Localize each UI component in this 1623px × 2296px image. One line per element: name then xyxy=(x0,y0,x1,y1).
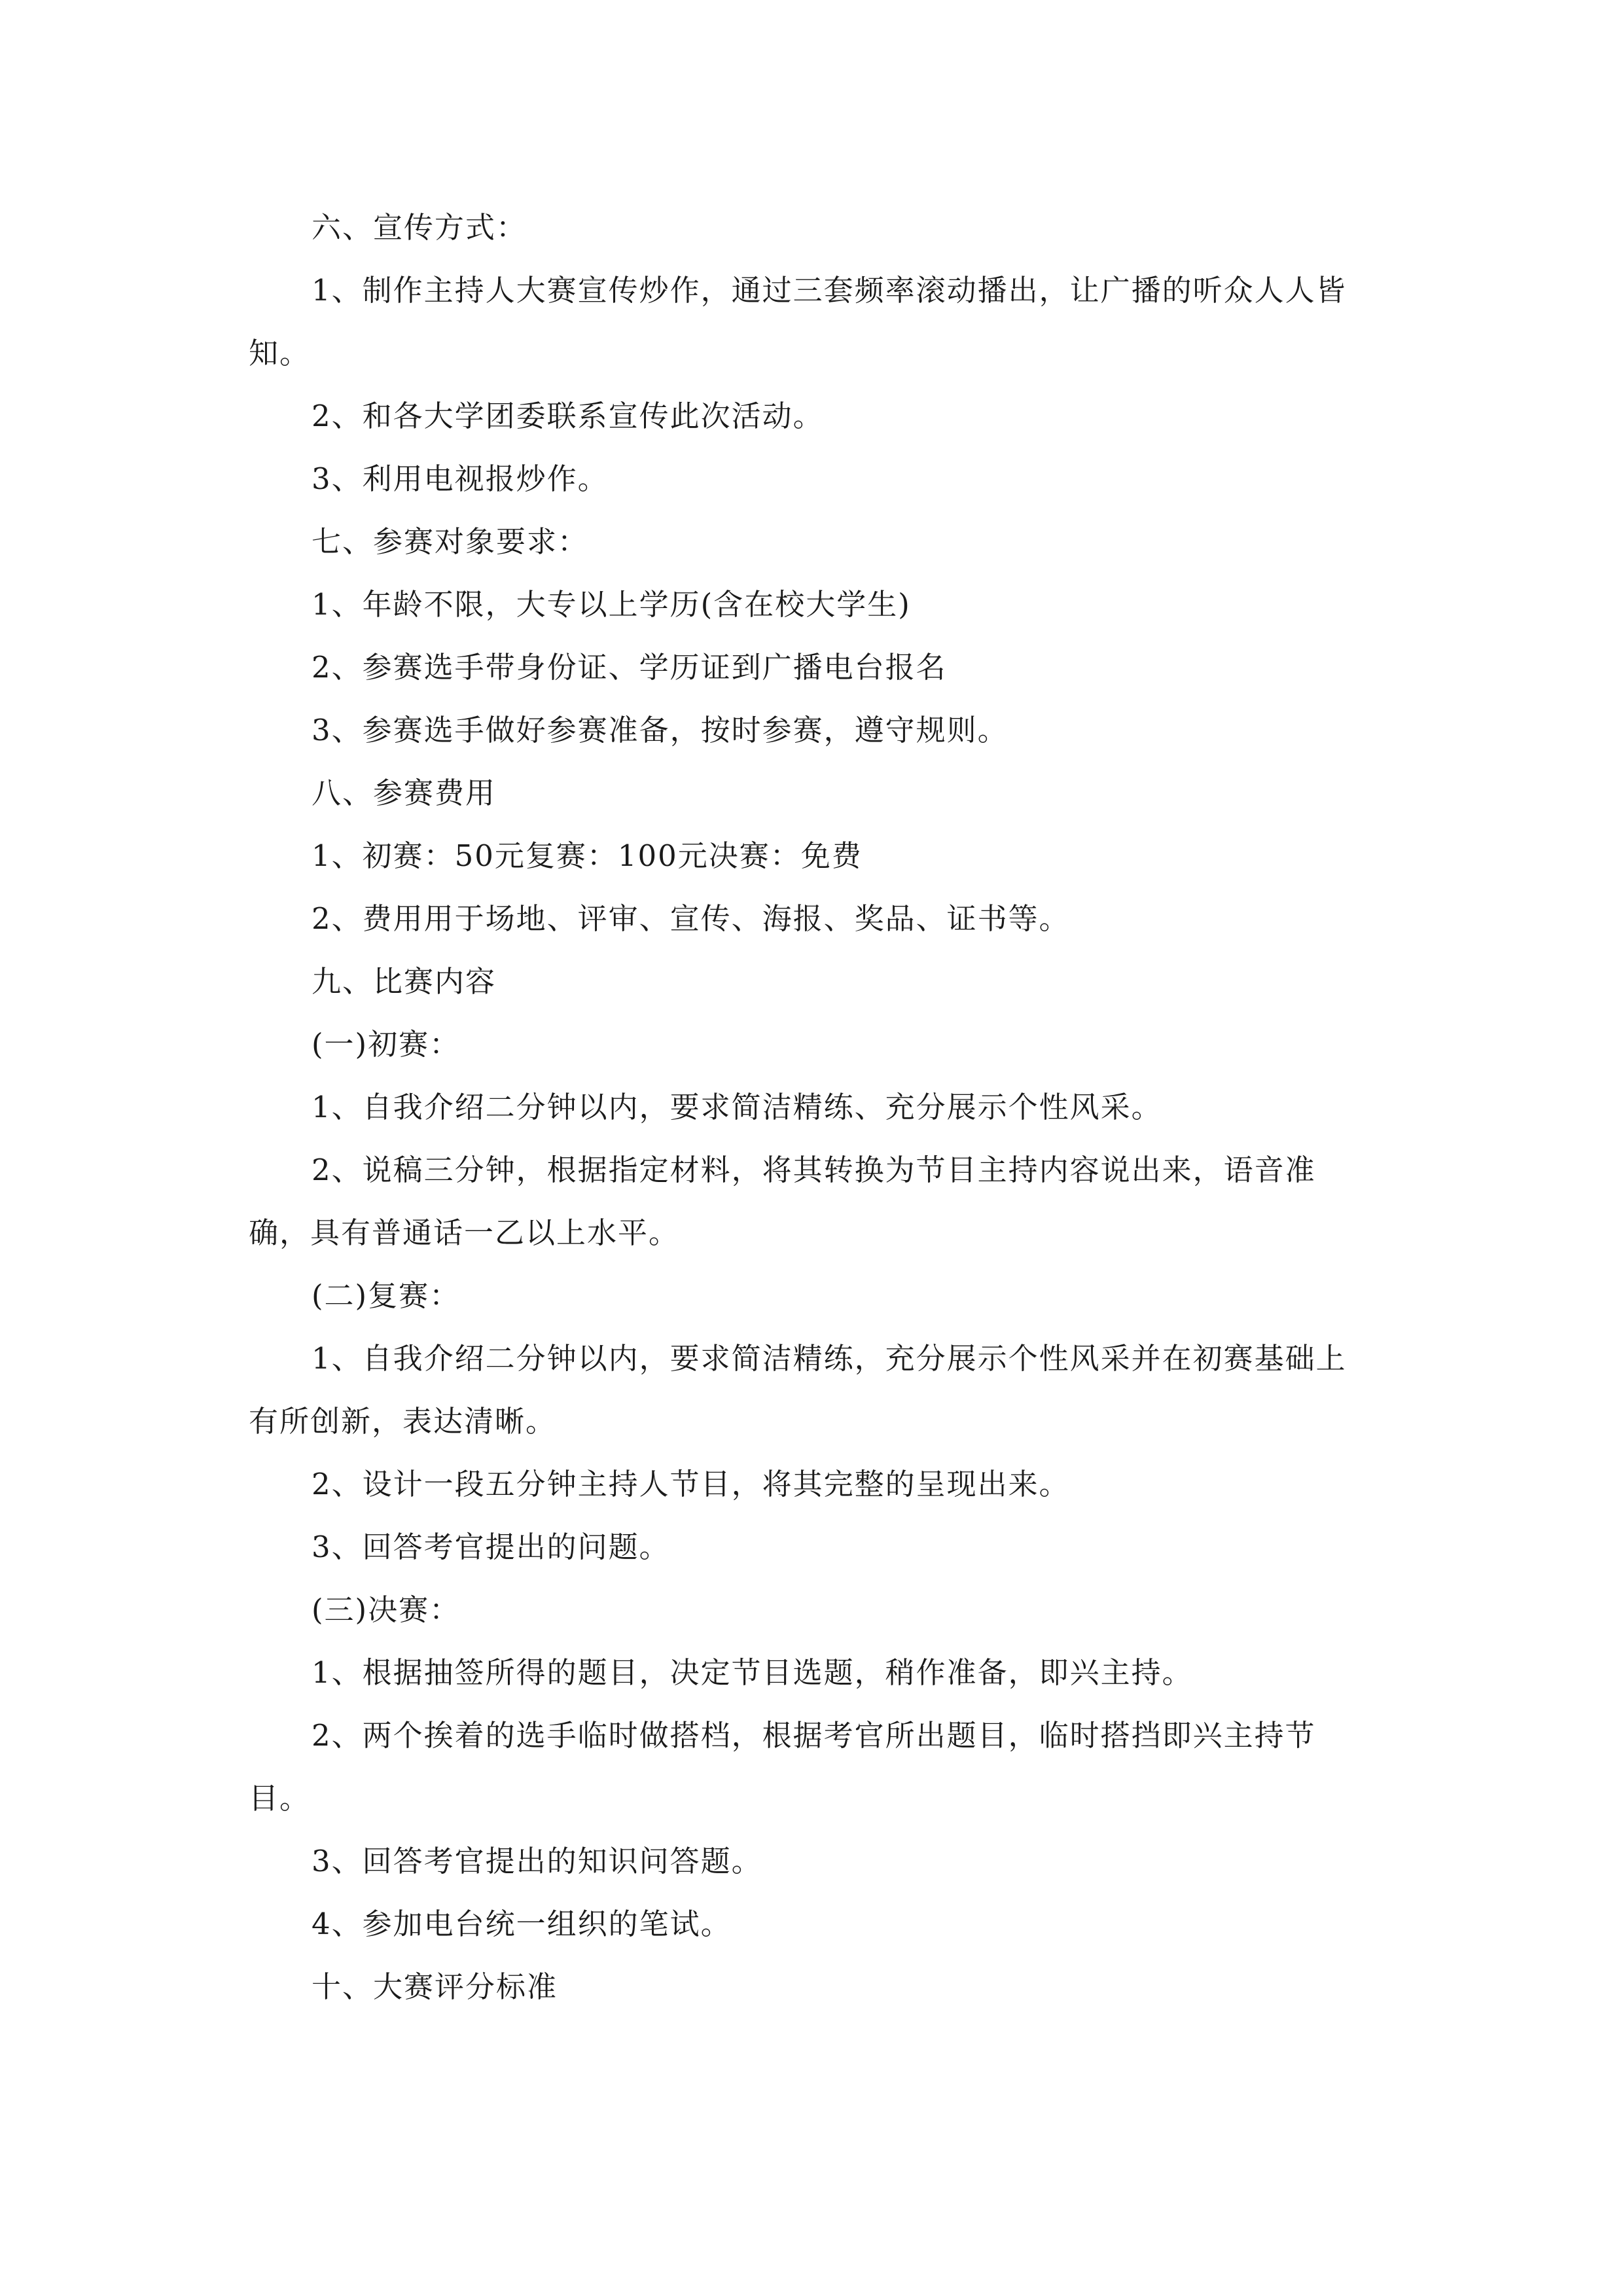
paragraph: 2、设计一段五分钟主持人节目，将其完整的呈现出来。 xyxy=(312,1467,1070,1501)
paragraph: 3、回答考官提出的知识问答题。 xyxy=(312,1844,762,1878)
subsection-heading-final: (三)决赛： xyxy=(312,1592,461,1627)
paragraph: 1、年龄不限，大专以上学历(含在校大学生) xyxy=(312,587,911,622)
paragraph: 2、说稿三分钟，根据指定材料，将其转换为节目主持内容说出来，语音准确，具有普通话一乙以上水平。 xyxy=(249,1153,1316,1250)
paragraph: 1、初赛：50元复赛：100元决赛：免费 xyxy=(312,838,863,873)
paragraph: 2、费用用于场地、评审、宣传、海报、奖品、证书等。 xyxy=(312,901,1070,936)
paragraph: 3、参赛选手做好参赛准备，按时参赛，遵守规则。 xyxy=(312,713,1008,747)
document-body xyxy=(249,196,1374,2018)
section-heading-scoring: 十、大赛评分标准 xyxy=(312,1969,558,2004)
section-heading-participants: 七、参赛对象要求： xyxy=(312,524,589,559)
section-heading-fees: 八、参赛费用 xyxy=(312,776,497,810)
subsection-heading-preliminary: (一)初赛： xyxy=(312,1027,461,1062)
paragraph: 1、自我介绍二分钟以内，要求简洁精练，充分展示个性风采并在初赛基础上有所创新，表达清晰。 xyxy=(249,1341,1347,1439)
section-heading-content: 九、比赛内容 xyxy=(312,964,497,999)
paragraph: 1、根据抽签所得的题目，决定节目选题，稍作准备，即兴主持。 xyxy=(312,1655,1193,1690)
paragraph: 4、参加电台统一组织的笔试。 xyxy=(312,1907,732,1941)
paragraph: 3、回答考官提出的问题。 xyxy=(312,1530,670,1564)
paragraph: 2、两个挨着的选手临时做搭档，根据考官所出题目，临时搭挡即兴主持节目。 xyxy=(249,1718,1316,1816)
paragraph: 3、利用电视报炒作。 xyxy=(312,461,609,496)
subsection-heading-semifinal: (二)复赛： xyxy=(312,1278,461,1313)
paragraph: 2、参赛选手带身份证、学历证到广播电台报名 xyxy=(312,650,947,685)
section-heading-publicity: 六、宣传方式： xyxy=(312,210,527,245)
paragraph: 1、制作主持人大赛宣传炒作，通过三套频率滚动播出，让广播的听众人人皆知。 xyxy=(249,273,1347,370)
paragraph: 1、自我介绍二分钟以内，要求简洁精练、充分展示个性风采。 xyxy=(312,1090,1162,1124)
paragraph: 2、和各大学团委联系宣传此次活动。 xyxy=(312,399,824,433)
